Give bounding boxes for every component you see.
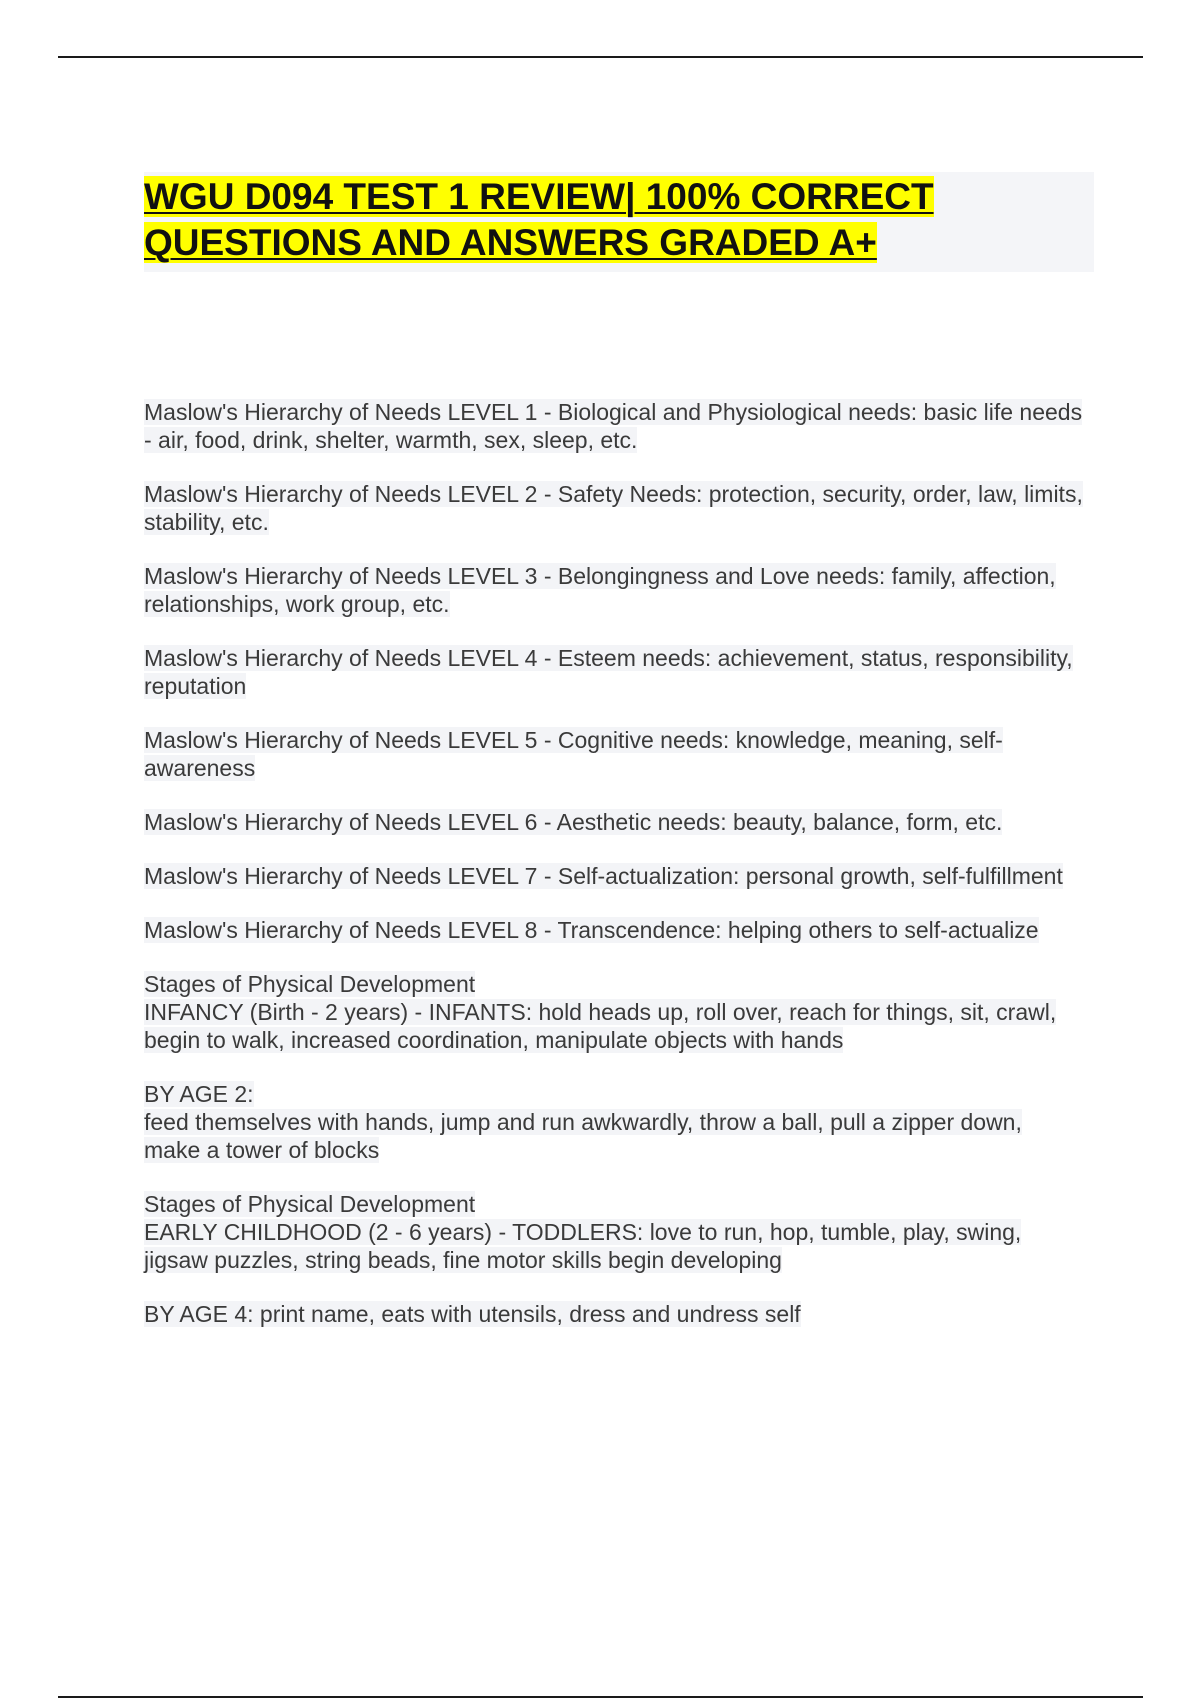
entry-definition: Self-actualization: personal growth, self-fulfillment: [557, 863, 1063, 889]
entry-definition: Safety Needs: protection, security, order, law, limits, stability, etc.: [144, 481, 1083, 535]
top-divider: [58, 56, 1143, 58]
entry-definition: Transcendence: helping others to self-actualize: [557, 917, 1039, 943]
entry-term: Maslow's Hierarchy of Needs LEVEL 8 -: [144, 917, 558, 943]
entry-definition: Biological and Physiological needs: basic life needs - air, food, drink, shelter, warmth, sex, sleep, etc.: [144, 399, 1083, 453]
entry-physical-early-childhood: [144, 1190, 1084, 1274]
flashcard-list: [144, 398, 1084, 1354]
entry-physical-infancy: [144, 970, 1084, 1054]
entry-maslow-level-2: [144, 480, 1084, 536]
entry-definition: TODDLERS: love to run, hop, tumble, play, swing, jigsaw puzzles, string beads, fine motor skills begin developing: [144, 1219, 1022, 1273]
entry-maslow-level-1: [144, 398, 1084, 454]
entry-definition: feed themselves with hands, jump and run awkwardly, throw a ball, pull a zipper down, make a tower of blocks: [144, 1109, 1022, 1163]
entry-definition: INFANTS: hold heads up, roll over, reach for things, sit, crawl, begin to walk, increased coordination, manipulate objects with hands: [144, 999, 1057, 1053]
entry-term: Maslow's Hierarchy of Needs LEVEL 7 -: [144, 863, 558, 889]
entry-heading: Stages of Physical Development: [144, 971, 476, 997]
title-line-1: WGU D094 TEST 1 REVIEW| 100% CORRECT: [144, 176, 934, 217]
entry-heading: BY AGE 2:: [144, 1081, 254, 1107]
entry-maslow-level-3: [144, 562, 1084, 618]
entry-term: EARLY CHILDHOOD (2 - 6 years) -: [144, 1219, 513, 1245]
entry-term: Maslow's Hierarchy of Needs LEVEL 1 -: [144, 399, 558, 425]
document-title: [144, 174, 1094, 266]
entry-term: Maslow's Hierarchy of Needs LEVEL 5 -: [144, 727, 558, 753]
entry-definition: Belongingness and Love needs: family, affection, relationships, work group, etc.: [144, 563, 1056, 617]
entry-definition: BY AGE 4: print name, eats with utensils, dress and undress self: [144, 1301, 801, 1327]
entry-term: Maslow's Hierarchy of Needs LEVEL 2 -: [144, 481, 558, 507]
entry-term: Maslow's Hierarchy of Needs LEVEL 3 -: [144, 563, 558, 589]
entry-maslow-level-4: [144, 644, 1084, 700]
entry-maslow-level-6: [144, 808, 1084, 836]
bottom-divider: [58, 1696, 1143, 1698]
entry-heading: Stages of Physical Development: [144, 1191, 476, 1217]
entry-term: Maslow's Hierarchy of Needs LEVEL 6 -: [144, 809, 557, 835]
entry-by-age-2: [144, 1080, 1084, 1164]
entry-term: INFANCY (Birth - 2 years) -: [144, 999, 429, 1025]
title-block: [144, 172, 1094, 272]
entry-maslow-level-5: [144, 726, 1084, 782]
entry-definition: Esteem needs: achievement, status, responsibility, reputation: [144, 645, 1073, 699]
title-line-2: QUESTIONS AND ANSWERS GRADED A+: [144, 222, 877, 263]
entry-maslow-level-7: [144, 862, 1084, 890]
entry-definition: Aesthetic needs: beauty, balance, form, etc.: [556, 809, 1003, 835]
entry-definition: Cognitive needs: knowledge, meaning, self-awareness: [144, 727, 1003, 781]
entry-term: Maslow's Hierarchy of Needs LEVEL 4 -: [144, 645, 558, 671]
entry-by-age-4: [144, 1300, 1084, 1328]
entry-maslow-level-8: [144, 916, 1084, 944]
